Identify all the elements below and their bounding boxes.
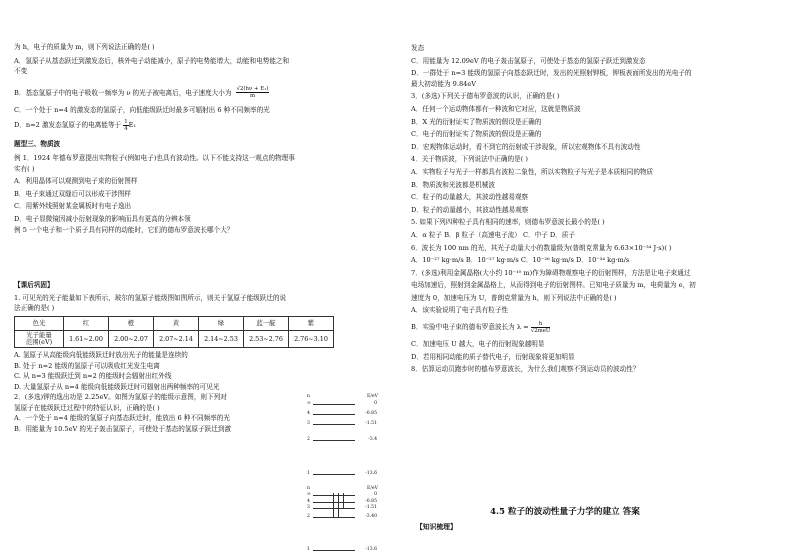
- axis-label-n: n: [307, 394, 310, 399]
- text-line: C. 从 n=3 能级跃迁到 n=2 的能级时会辐射出红外线: [14, 372, 172, 381]
- level-energy: 0: [374, 492, 377, 497]
- text-line: C．粒子的动量越大，其波动性越易观察: [411, 193, 529, 202]
- table-cell: 2.00~2.07: [109, 330, 154, 347]
- text-line: D．粒子的动量越小，其波动性越易观察: [411, 205, 529, 214]
- level-energy: -3.4: [368, 437, 377, 442]
- table-header-cell: 橙: [109, 316, 154, 330]
- text-line: 发态: [411, 44, 425, 52]
- text-line: D．宏观物体运动时，看不到它的衍射或干涉现象，所以宏观物体不具有波动性: [411, 142, 641, 151]
- level-number: 1: [307, 547, 310, 552]
- level-energy: -13.6: [365, 547, 377, 552]
- photon-energy-table: [14, 316, 334, 348]
- level-number: 1: [307, 471, 310, 476]
- table-header-cell: 黄: [154, 316, 199, 330]
- text-line: 4．关于物质波，下列说法中正确的是( ): [411, 155, 528, 164]
- text-line: C．加速电压 U 越大，电子的衍射现象越明显: [411, 340, 545, 349]
- row-label-line: 光子能量: [26, 330, 52, 339]
- transition-arrow: [343, 493, 346, 508]
- text-line: A．α 粒子 B．β 粒子（高速电子流） C．中子 D．质子: [411, 230, 575, 239]
- table-cell: 2.07~2.14: [154, 330, 199, 347]
- fraction-numerator: 1: [124, 118, 128, 125]
- formula-denominator: √2meU: [530, 327, 551, 334]
- text-line: A. 氢原子从高能级向低能级跃迁时放出光子的能量是连续的: [14, 350, 188, 359]
- section-heading: 【课后巩固】: [14, 281, 54, 290]
- text-line-with-formula: [14, 85, 382, 101]
- table-cell: 2.53~2.76: [244, 330, 289, 347]
- text-line: A．10⁻²⁷ kg·m/s B．10⁻²⁷ kg·m/s C．10⁻²⁶ kg·m/s D．10⁻³⁴ kg·m/s: [411, 256, 630, 265]
- axis-label-n: n: [307, 486, 310, 491]
- table-header-cell: 色光: [15, 316, 64, 330]
- text-line: A．一个处于 n=4 能级的氢原子向基态跃迁时，能放出 6 种不同频率的光: [14, 414, 230, 423]
- text-line: 实有( ): [14, 164, 35, 173]
- table-header-cell: 紫: [289, 316, 334, 330]
- text-line: 3．(多选)下列关于德布罗意波的认识，正确的是( ): [411, 92, 560, 101]
- energy-level-line: [313, 517, 355, 518]
- text-line: 不变: [14, 67, 28, 76]
- row-label-line: 范围(eV): [25, 337, 53, 346]
- left-column: [14, 0, 382, 435]
- level-number: 3: [307, 505, 310, 510]
- table-cell: 1.61~2.00: [64, 330, 109, 347]
- text-line: 5. 如果下列四种粒子具有相同的速率，则德布罗意波长最小的是( ): [411, 218, 605, 227]
- formula-denominator: m: [249, 93, 256, 100]
- level-energy: 0: [374, 401, 377, 406]
- energy-level-line: [313, 404, 355, 405]
- text-line: 最大初动能为 9.84eV: [411, 79, 477, 88]
- text-line: A．该实验说明了电子具有粒子性: [411, 306, 509, 315]
- level-energy: -3.40: [365, 514, 377, 519]
- energy-level-line: [313, 474, 355, 475]
- energy-level-line: [313, 424, 355, 425]
- level-number: 2: [307, 437, 310, 442]
- transition-arrow: [333, 493, 336, 517]
- level-number: ∞: [307, 401, 311, 406]
- text-line: B．电子束通过双缝后可以形成干涉图样: [14, 189, 131, 198]
- text-line: C．用紫外线照射某金属板时有电子逸出: [14, 202, 132, 211]
- energy-level-line: [313, 550, 355, 551]
- fraction-denominator: 4: [124, 125, 128, 132]
- text-line: D．电子显微镜因减小衍射现象的影响而具有更高的分辨本领: [14, 214, 191, 223]
- text-line: 8．估算运动员跑步时的德布罗意波长，为什么我们观察不到运动员的波动性？: [411, 365, 640, 374]
- energy-level-diagram-1: [307, 394, 395, 477]
- text-line: B．物质波和光波都是机械波: [411, 180, 495, 189]
- level-number: 4: [307, 411, 310, 416]
- level-energy: -13.6: [365, 471, 377, 476]
- formula-numerator: 2(hν + E₁): [240, 86, 269, 93]
- text-line: C．一个处于 n=4 的激发态的氢原子，向低能级跃迁时最多可辐射出 6 种不同频率的光: [14, 105, 270, 114]
- table-row-label: [15, 330, 64, 347]
- fraction-tail: E₁: [128, 121, 137, 130]
- text-line: 7．(多选)利用金属晶格(大小约 10⁻¹⁰ m)作为障碍物观察电子的衍射图样，方法是让电子束通过: [411, 268, 691, 277]
- level-energy: -0.85: [365, 499, 377, 504]
- text-line: A．利用晶体可以观测到电子束的衍射图样: [14, 177, 138, 186]
- level-number: ∞: [307, 492, 311, 497]
- text-line: B. 处于 n=2 能级的氢原子可以吸收红光发生电离: [14, 361, 160, 370]
- section-heading-knowledge: 【知识梳理】: [416, 523, 457, 531]
- text-line: 氢原子在能级跃迁过程中的特征认识，正确的是( ): [14, 403, 160, 412]
- text-line: 电场加速后，照射到金属晶格上，从而得到电子的衍射图样。已知电子质量为 m，电荷量为 e，初: [411, 281, 696, 290]
- text-line-with-formula: [411, 319, 781, 336]
- level-number: 3: [307, 421, 310, 426]
- table-header-cell: 蓝一靛: [244, 316, 289, 330]
- right-column: [411, 0, 781, 375]
- velocity-formula: $\frac{\text{√2(hν + E₁)}}{m}$: [236, 86, 269, 100]
- text-line: B．用能量为 10.5eV 的光子轰击氢原子，可使处于基态的氢原子跃迁到激: [14, 425, 232, 434]
- text-line: B．基态氢原子中的电子吸收一频率为 ν 的光子被电离后，电子速度大小为: [14, 88, 232, 97]
- document-title: 4.5 粒子的波动性量子力学的建立 答案: [490, 507, 640, 517]
- axis-label-energy: E/eV: [367, 486, 378, 491]
- text-line: 2．(多选)钾的逸出功是 2.25eV。如图为氢原子的能级示意图，则下列对: [14, 393, 227, 402]
- text-line: 法正确的是( ): [14, 304, 55, 313]
- formula-numerator: h: [531, 321, 551, 328]
- text-line: 例 5 一个电子和一个质子具有同样的动能时，它们的德布罗意波长哪个大？: [14, 225, 234, 234]
- table-cell: 2.76~3.10: [289, 330, 334, 347]
- table-cell: 2.14~2.53: [199, 330, 244, 347]
- level-energy: -1.51: [365, 505, 377, 510]
- text-line: 速度为 0，加速电压为 U，普朗克常量为 h，则下列说法中正确的是( ): [411, 293, 617, 302]
- text-line: D．n=2 激发态氢原子的电离能等于: [14, 121, 122, 130]
- text-line: B．X 光的衍射证实了物质波的假设是正确的: [411, 117, 542, 126]
- axis-label-energy: E/eV: [367, 394, 378, 399]
- table-header-cell: 绿: [199, 316, 244, 330]
- text-line: A．氢原子从基态跃迁到激发态后，核外电子动能减小，原子的电势能增大，动能和电势能之和: [14, 56, 290, 65]
- level-number: 4: [307, 499, 310, 504]
- text-line: D．若用相同动能的质子替代电子，衍射现象将更加明显: [411, 352, 575, 361]
- level-energy: -0.85: [365, 411, 377, 416]
- text-line-with-formula: [14, 118, 382, 132]
- energy-level-line: [313, 440, 355, 441]
- section-heading: 题型三、物质波: [14, 140, 61, 149]
- energy-level-diagram-2: [307, 486, 395, 553]
- text-line: B．实验中电子束的德布罗意波长为 λ =: [411, 323, 529, 332]
- text-line: 例 1．1924 年德布罗意提出实物粒子(例如电子)也具有波动性。以下不能支持这一观点的物理事: [14, 153, 295, 162]
- text-line: D．一群处于 n=3 能级的氢原子向基态跃迁时，发出的光照射钾板，钾板表面所发出的光电子的: [411, 69, 692, 78]
- text-line: C．电子的衍射证实了物质波的假设是正确的: [411, 130, 542, 139]
- table-header-cell: 红: [64, 316, 109, 330]
- text-line: C．用能量为 12.09eV 的电子轰击氢原子，可使处于基态的氢原子跃迁到激发态: [411, 56, 646, 65]
- text-line: D. 大量氢原子从 n=4 能级向低能级跃迁时可辐射出两种频率的可见光: [14, 382, 220, 391]
- level-energy: -1.51: [365, 421, 377, 426]
- wavelength-formula: [531, 321, 551, 334]
- text-line: 为 h，电子的质量为 m，则下列说法正确的是( ): [14, 43, 155, 51]
- text-line: A．实物粒子与光子一样都具有波粒二象性，所以实物粒子与光子是本质相同的物质: [411, 167, 654, 176]
- text-line: 1. 可见光的光子能量如下表所示，玻尔的氢原子能级图如图所示，则关于氢原子能级跃迁的说: [14, 293, 287, 302]
- text-line: 6．波长为 100 nm 的光，其光子动量大小的数量级为(普朗克常量为 6.63×10⁻³⁴ J·s)( ): [411, 243, 672, 252]
- level-number: 2: [307, 514, 310, 519]
- energy-level-line: [313, 414, 355, 415]
- transition-arrow: [338, 493, 341, 517]
- text-line: A．任何一个运动物体都有一种波和它对应，这就是物质波: [411, 104, 581, 113]
